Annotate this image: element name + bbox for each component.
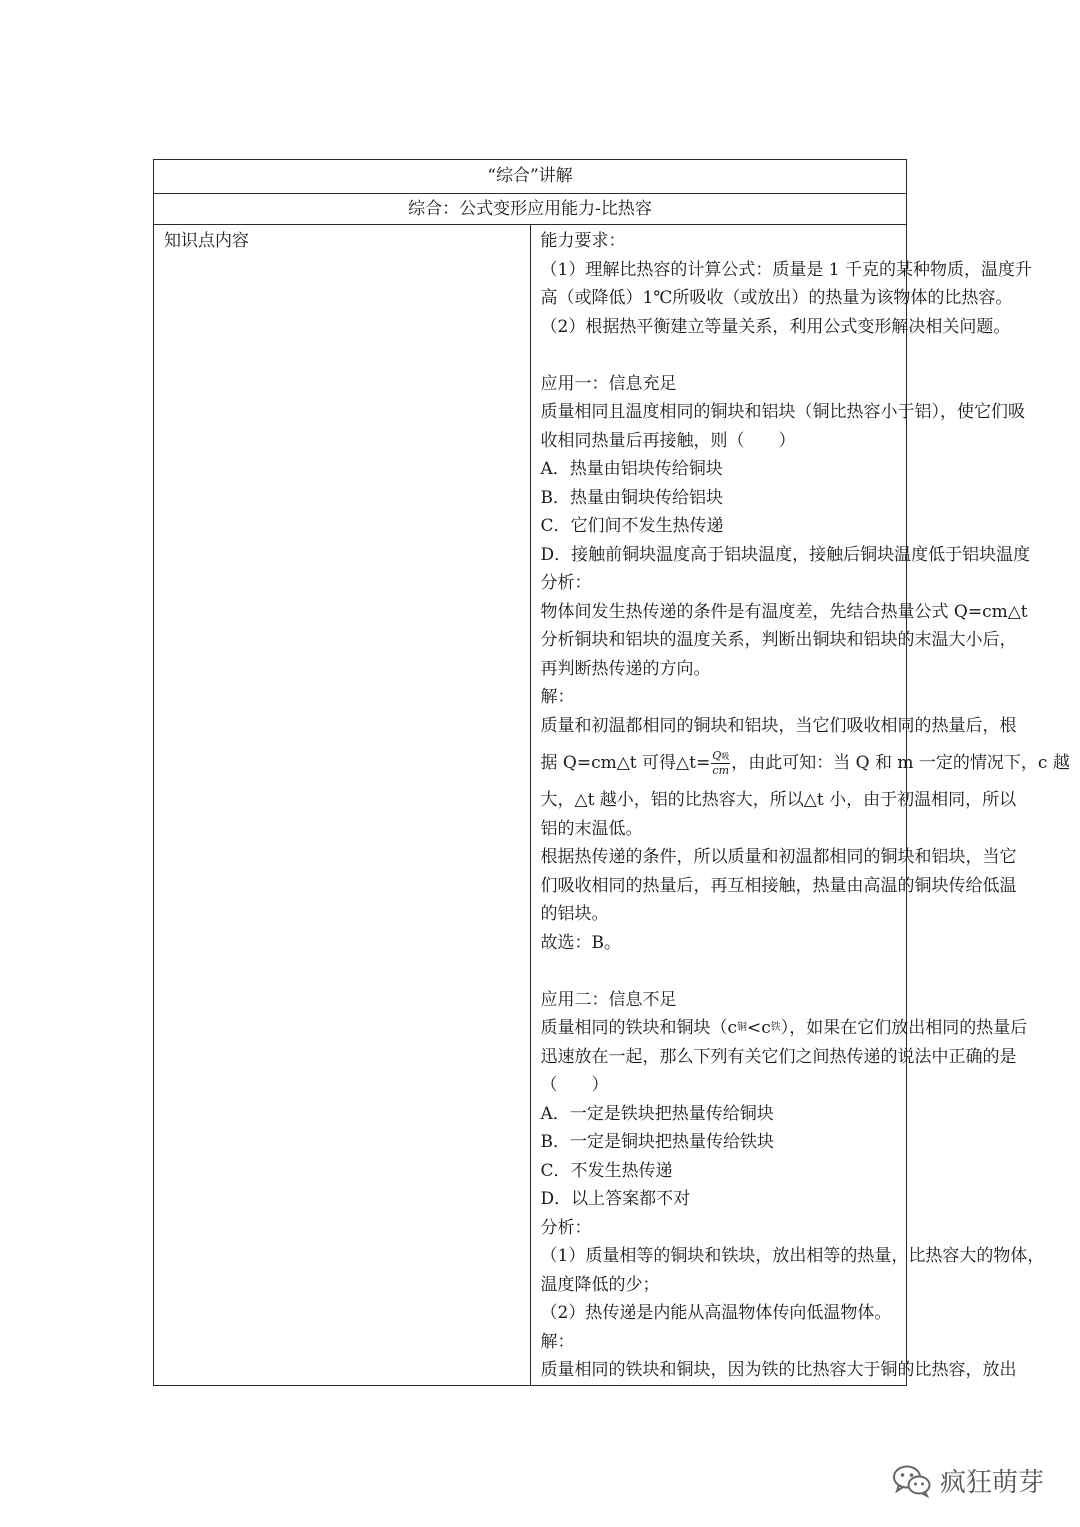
app1-option-b: B．热量由铜块传给铝块 bbox=[540, 487, 723, 508]
app1-answer: 故选：B。 bbox=[540, 932, 621, 953]
ability-line: （2）根据热平衡建立等量关系，利用公式变形解决相关问题。 bbox=[540, 316, 1011, 337]
app1-solution-line: 们吸收相同的热量后，再互相接触，热量由高温的铜块传给低温 bbox=[540, 875, 1017, 896]
app1-solution-line: 的铝块。 bbox=[540, 904, 609, 924]
wechat-icon bbox=[892, 1464, 932, 1498]
app1-option-a: A．热量由铝块传给铜块 bbox=[540, 459, 723, 479]
app2-solution-heading: 解： bbox=[540, 1331, 575, 1352]
formula-suffix: ，由此可知：当 Q 和 m 一定的情况下，c 越 bbox=[731, 753, 1070, 773]
app1-solution-line: 铝的末温低。 bbox=[540, 818, 643, 839]
app1-analysis-line: 再判断热传递的方向。 bbox=[540, 658, 711, 679]
app2-analysis-heading: 分析： bbox=[540, 1217, 592, 1238]
app1-question-line: 收相同热量后再接触，则（ ） bbox=[540, 430, 796, 451]
app2-option-d: D．以上答案都不对 bbox=[540, 1189, 691, 1209]
app2-solution-line: 质量相同的铁块和铜块，因为铁的比热容大于铜的比热容，放出 bbox=[540, 1360, 1017, 1380]
lesson-table bbox=[153, 159, 1070, 1386]
app1-solution-line: 根据热传递的条件，所以质量和初温都相同的铜块和铝块，当它 bbox=[540, 847, 1017, 867]
formula-prefix: 据 Q=cm△t 可得△t= bbox=[540, 753, 711, 773]
fraction-denominator: cm bbox=[712, 764, 729, 777]
watermark bbox=[892, 1462, 1044, 1499]
table-subtitle: 综合：公式变形应用能力-比热容 bbox=[154, 194, 907, 225]
watermark-text: 疯狂萌芽 bbox=[939, 1468, 1044, 1498]
spacer bbox=[541, 957, 897, 986]
app2-option-c: C．不发生热传递 bbox=[540, 1160, 673, 1181]
app1-analysis-line: 物体间发生热传递的条件是有温度差，先结合热量公式 Q=cm△t bbox=[540, 601, 1028, 622]
table-title: “综合”讲解 bbox=[154, 160, 907, 194]
ability-line: （1）理解比热容的计算公式：质量是 1 千克的某种物质，温度升 bbox=[540, 259, 1032, 280]
fraction bbox=[711, 749, 730, 777]
app1-solution-line: 大，△t 越小，铝的比热容大，所以△t 小，由于初温相同，所以 bbox=[540, 790, 1017, 810]
app1-solution-line: 质量和初温都相同的铜块和铝块，当它们吸收相同的热量后，根 bbox=[540, 715, 1017, 736]
fraction-numerator: Q吸 bbox=[712, 749, 730, 762]
app2-heading: 应用二：信息不足 bbox=[540, 989, 677, 1010]
app2-option-a: A．一定是铁块把热量传给铜块 bbox=[540, 1103, 774, 1124]
app1-heading: 应用一：信息充足 bbox=[540, 373, 677, 394]
ability-heading: 能力要求： bbox=[540, 231, 626, 251]
app2-analysis-line: 温度降低的少； bbox=[540, 1274, 660, 1295]
app2-analysis-line: （2）热传递是内能从高温物体传向低温物体。 bbox=[540, 1303, 892, 1323]
app1-option-c: C．它们间不发生热传递 bbox=[540, 516, 724, 536]
app1-analysis-heading: 分析： bbox=[540, 573, 592, 593]
app2-analysis-line: （1）质量相等的铜块和铁块，放出相等的热量，比热容大的物体， bbox=[540, 1246, 1045, 1266]
app1-option-d: D．接触前铜块温度高于铝块温度，接触后铜块温度低于铝块温度 bbox=[540, 544, 1031, 565]
app1-question-line: 质量相同且温度相同的铜块和铝块（铜比热容小于铝），使它们吸 bbox=[540, 402, 1025, 422]
spacer bbox=[541, 341, 897, 370]
app1-solution-heading: 解： bbox=[540, 687, 575, 707]
app2-question-line: （ ） bbox=[540, 1075, 609, 1095]
app1-analysis-line: 分析铜块和铝块的温度关系，判断出铜块和铝块的末温大小后， bbox=[540, 630, 1017, 650]
app2-option-b: B．一定是铜块把热量传给铁块 bbox=[540, 1132, 774, 1152]
app2-question-line: 迅速放在一起，那么下列有关它们之间热传递的说法中正确的是 bbox=[540, 1046, 1017, 1067]
app2-question-line: 质量相同的铁块和铜块（c 铜 <c 铁 ），如果在它们放出相同的热量后 bbox=[540, 1018, 1028, 1038]
knowledge-label: 知识点内容 bbox=[154, 225, 531, 1386]
knowledge-content bbox=[530, 225, 1070, 1386]
app1-solution-formula-line bbox=[540, 740, 1070, 786]
ability-line: 高（或降低）1℃所吸收（或放出）的热量为该物体的比热容。 bbox=[540, 288, 1013, 308]
